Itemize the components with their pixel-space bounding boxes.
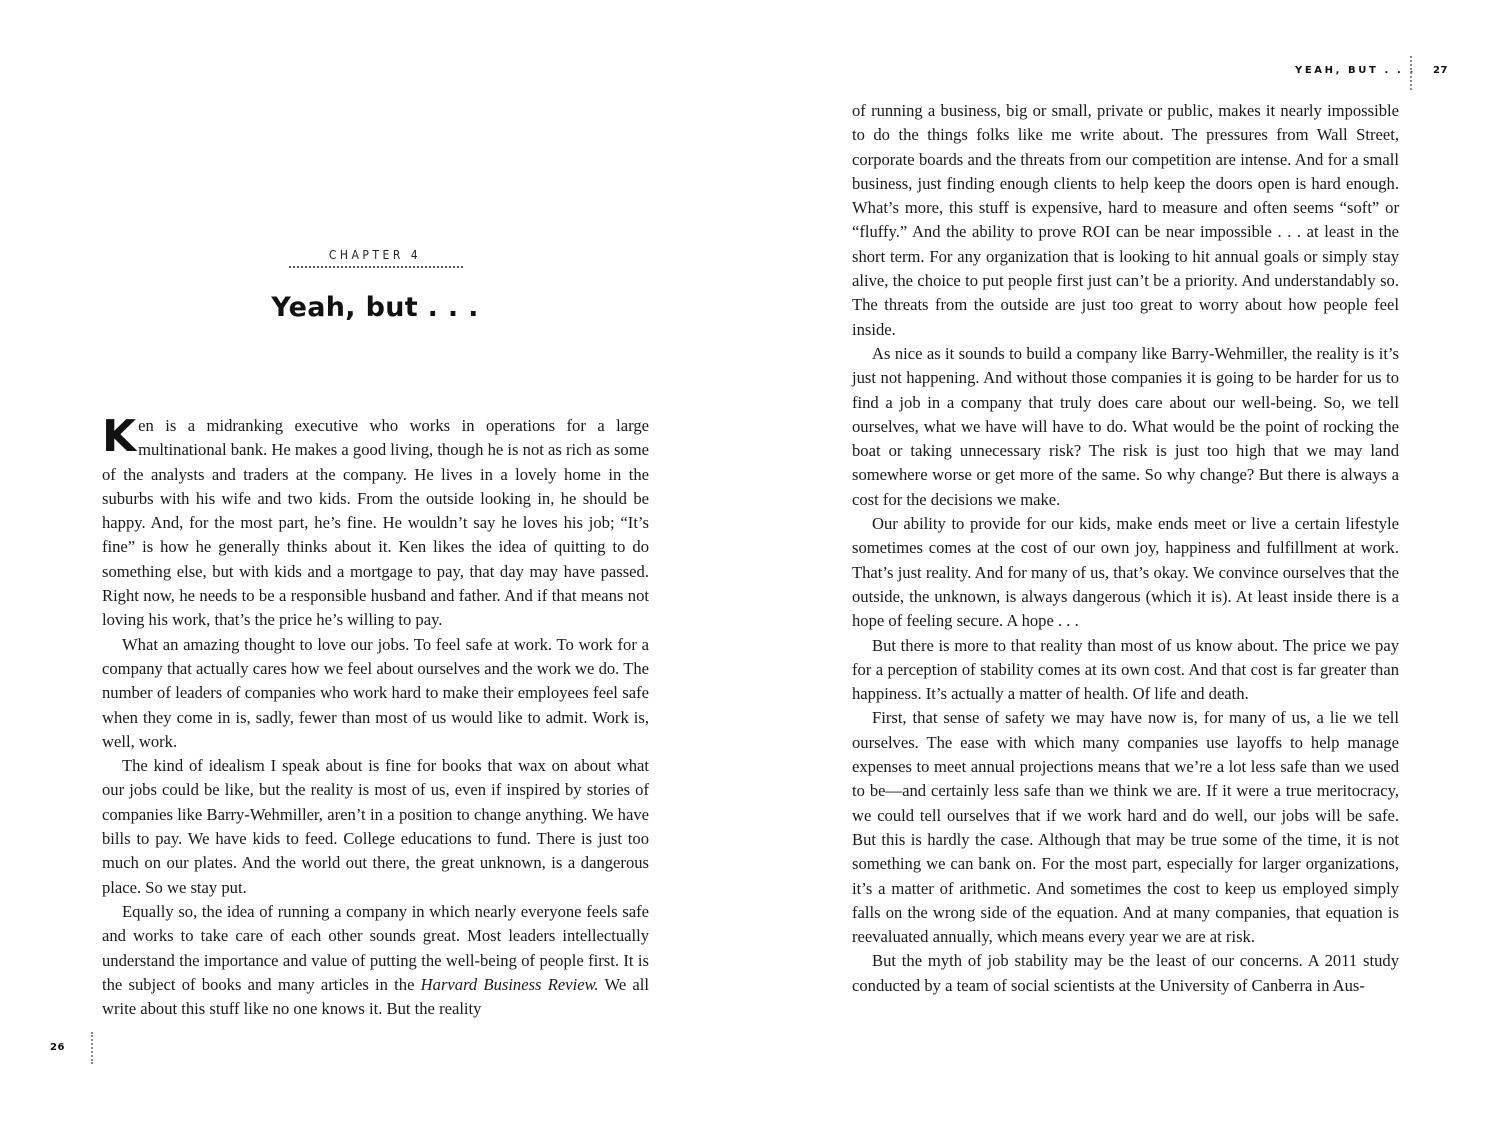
- body-paragraph: Our ability to provide for our kids, make ends meet or live a certain lifestyle sometimes comes at the cost of our own joy, happiness and fulfillment at work. That’s just reality. And for many of us, that’s okay. We convince ourselves that the outside, the unknown, is always dangerous (which it is). At least inside there is a hope of feeling secure. A hope . . .: [852, 514, 1399, 631]
- opening-paragraph-text: en is a midranking executive who works in operations for a large multinational bank. He makes a good living, though he is not as rich as some of the analysts and traders at the company. He lives in a lovely home in the suburbs with his wife and two kids. From the outside looking in, he should be happy. And, for the most part, he’s fine. He wouldn’t say he loves his job; “It’s fine” is how he generally thinks about it. Ken likes the idea of quitting to do something else, but with kids and a mortgage to pay, that day may have passed. Right now, he needs to be a responsible husband and father. And if that means not loving his work, that’s the price he’s willing to pay.: [102, 416, 649, 630]
- folio-dotted-rule: [1410, 56, 1412, 90]
- opening-paragraph: [102, 411, 649, 633]
- body-paragraph: As nice as it sounds to build a company like Barry-Wehmiller, the reality is it’s just not happening. And without those companies it is going to be harder for us to find a job in a company that truly does care about our well-being. So, we tell ourselves, what we have will have to do. What would be the point of rocking the boat or taking unnecessary risk? The risk is just too high that we may land somewhere worse or get more of the same. So why change? But there is always a cost for the decisions we make.: [852, 343, 1399, 509]
- page-number-right: 27: [1433, 65, 1448, 76]
- body-paragraph: But the myth of job stability may be the least of our concerns. A 2011 study conducted by a team of social scientists at the University of Canberra in Aus-: [852, 951, 1399, 995]
- right-body-text: [852, 99, 1399, 998]
- folio-dotted-rule: [91, 1032, 93, 1064]
- chapter-label: CHAPTER 4: [328, 248, 422, 262]
- body-paragraph-last: [102, 900, 649, 1021]
- page-number-left: 26: [50, 1042, 65, 1053]
- left-body-text: [102, 411, 649, 1021]
- right-page: [750, 0, 1500, 1125]
- paragraph-segment: We all write about this stuff like no one knows it. But the reality: [102, 974, 649, 1019]
- drop-cap: K: [102, 411, 137, 462]
- continued-paragraph: of running a business, big or small, private or public, makes it nearly impossible to do the things folks like me write about. The pressures from Wall Street, corporate boards and the threats from our competition are intense. And for a small business, just finding enough clients to help keep the doors open is hard enough. What’s more, this stuff is expensive, hard to measure and often seems “soft” or “fluffy.” And the ability to prove ROI can be near impossible . . . at least in the short term. For any organization that is looking to hit annual goals or simply stay alive, the choice to put people first just can’t be a priority. And understandably so. The threats from the outside are just too great to worry about how people feel inside.: [852, 101, 1399, 339]
- body-paragraph: What an amazing thought to love our jobs. To feel safe at work. To work for a company that actually cares how we feel about ourselves and the work we do. The number of leaders of companies who work hard to make their employees feel safe when they come in is, sadly, fewer than most of us would like to admit. Work is, well, work.: [102, 634, 649, 751]
- body-paragraph: First, that sense of safety we may have now is, for many of us, a lie we tell ourselves. The ease with which many companies use layoffs to help manage expenses to meet annual projections means that we’re a lot less safe than we used to be—and certainly less safe than we think we are. If it were a true meritocracy, we could tell ourselves that if we work hard and do well, our jobs will be safe. But this is hardly the case. Although that may be true some of the time, it is not something we can bank on. For the most part, especially for larger organizations, it’s a matter of arithmetic. And sometimes the cost to keep us employed simply falls on the wrong side of the equation. And at many companies, that equation is reevaluated annually, which means every year we are at risk.: [852, 708, 1399, 947]
- body-paragraph: The kind of idealism I speak about is fine for books that wax on about what our jobs could be like, but the reality is most of us, even if inspired by stories of companies like Barry-Wehmiller, aren’t in a position to change anything. We have bills to pay. We have kids to feed. College educations to fund. There is just too much on our plates. And the world out there, the great unknown, is a dangerous place. So we stay put.: [102, 756, 649, 897]
- paragraph-segment: Equally so, the idea of running a company in which nearly everyone feels safe and works to take care of each other sounds great. Most leaders intellectually understand the importance and value of putting the well-being of people first. It is the subject of books and many articles in the: [102, 901, 649, 994]
- publication-title: Harvard Business Review.: [420, 974, 599, 994]
- chapter-title: Yeah, but . . .: [271, 292, 479, 323]
- chapter-dotted-rule: [289, 266, 463, 268]
- body-paragraph: But there is more to that reality than most of us know about. The price we pay for a perception of stability comes at its own cost. And that cost is far greater than happiness. It’s actually a matter of health. Of life and death.: [852, 635, 1399, 704]
- running-head: YEAH, BUT . . .: [1295, 65, 1416, 76]
